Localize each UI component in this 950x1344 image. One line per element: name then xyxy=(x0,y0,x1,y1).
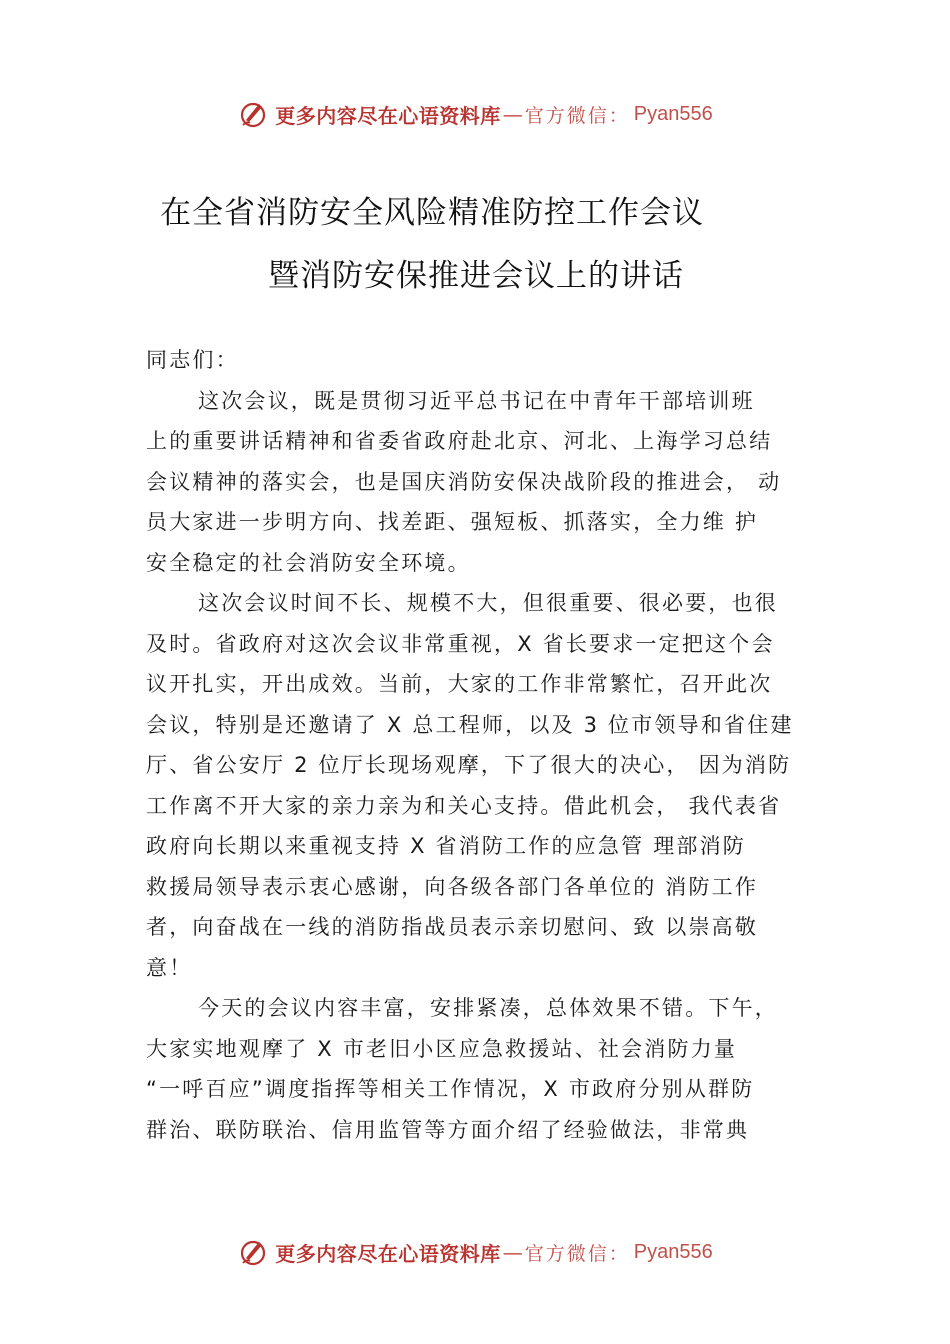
watermark-lead-text: 更多内容尽在心语资料库 xyxy=(275,1241,501,1266)
body-line: “一呼百应”调度指挥等相关工作情况，X 市政府分别从群防 xyxy=(146,1077,755,1101)
body-line: 政府向长期以来重视支持 X 省消防工作的应急管 理部消防 xyxy=(146,834,747,858)
body-line: 大家实地观摩了 X 市老旧小区应急救援站、社会消防力量 xyxy=(146,1036,738,1061)
document-body xyxy=(146,340,836,1150)
salutation: 同志们： xyxy=(146,348,239,372)
body-line: 议开扎实，开出成效。当前，大家的工作非常繁忙，召开此次 xyxy=(146,672,773,696)
watermark-lead-text: 更多内容尽在心语资料库 xyxy=(275,103,501,128)
brand-logo-icon xyxy=(237,98,269,130)
body-line: 这次会议，既是贯彻习近平总书记在中青年干部培训班 xyxy=(198,388,755,413)
watermark-wechat-label: 官方微信： xyxy=(524,104,630,127)
body-line: 上的重要讲话精神和省委省政府赴北京、河北、上海学习总结 xyxy=(146,429,773,453)
brand-logo-icon xyxy=(237,1236,269,1268)
body-line: 会议，特别是还邀请了 X 总工程师，以及 3 位市领导和省住建 xyxy=(146,712,794,737)
body-line: 意！ xyxy=(146,955,193,980)
body-line: 及时。省政府对这次会议非常重视，X 省长要求一定把这个会 xyxy=(146,631,775,656)
watermark-separator: — xyxy=(502,1240,523,1264)
watermark-separator: — xyxy=(502,102,523,126)
body-line: 安全稳定的社会消防安全环境。 xyxy=(146,550,471,575)
watermark-banner-bottom xyxy=(0,1230,950,1274)
watermark-wechat-id: Pyan556 xyxy=(633,102,713,125)
body-line: 者，向奋战在一线的消防指战员表示亲切慰问、致 以崇高敬 xyxy=(146,915,759,939)
body-line: 群治、联防联治、信用监管等方面介绍了经验做法，非常典 xyxy=(146,1117,750,1142)
body-line: 厅、省公安厅 2 位厅长现场观摩，下了很大的决心， 因为消防 xyxy=(146,753,792,777)
document-title-line-1: 在全省消防安全风险精准防控工作会议 xyxy=(160,195,704,231)
watermark-wechat-label: 官方微信： xyxy=(524,1242,630,1265)
watermark-banner-top xyxy=(0,92,950,136)
body-line: 救援局领导表示衷心感谢，向各级各部门各单位的 消防工作 xyxy=(146,874,759,899)
body-line: 今天的会议内容丰富，安排紧凑，总体效果不错。下午， xyxy=(198,996,778,1020)
body-line: 员大家进一步明方向、找差距、强短板、抓落实，全力维 护 xyxy=(146,510,759,534)
body-line: 会议精神的落实会，也是国庆消防安保决战阶段的推进会， 动 xyxy=(146,469,782,494)
watermark-wechat-id: Pyan556 xyxy=(633,1240,713,1263)
body-line: 这次会议时间不长、规模不大，但很重要、很必要，也很 xyxy=(198,591,778,615)
body-line: 工作离不开大家的亲力亲为和关心支持。借此机会， 我代表省 xyxy=(146,793,782,818)
document-title-line-2: 暨消防安保推进会议上的讲话 xyxy=(268,258,684,294)
